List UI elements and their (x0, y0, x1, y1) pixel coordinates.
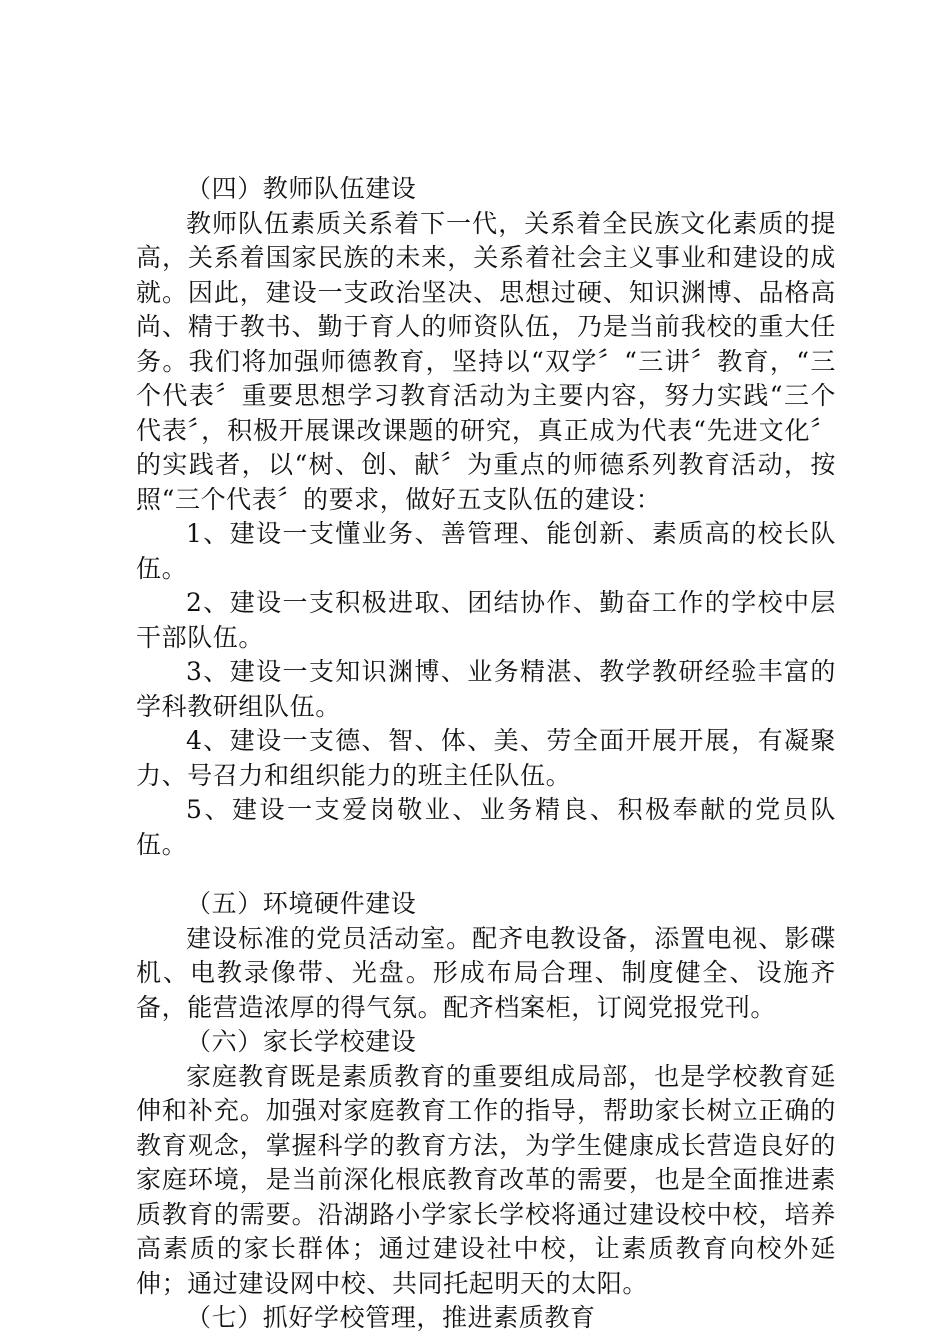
section-4-item-1: 1、建设一支懂业务、善管理、能创新、素质高的校长队伍。 (136, 519, 836, 583)
section-6-heading: （六）家长学校建设 (186, 1027, 417, 1056)
section-4-heading: （四）教师队伍建设 (186, 174, 417, 203)
section-4-paragraph: 教师队伍素质关系着下一代，关系着全民族文化素质的提高，关系着国家民族的未来，关系着社会主义事业和建设的成就。因此，建设一支政治坚决、思想过硬、知识渊博、品格高尚、精于教书、勤于育人的师资队伍，乃是当前我校的重大任务。我们将加强师德教育，坚持以“双学〞“三讲〞教育，“三个代表〞重要思想学习教育活动为主要内容，努力实践“三个代表〞，积极开展课改课题的研究，真正成为代表“先进文化〞的实践者，以“树、创、献〞为重点的师德系列教育活动，按照“三个代表〞的要求，做好五支队伍的建设： (136, 208, 836, 514)
section-4-item-5: 5、建设一支爱岗敬业、业务精良、积极奉献的党员队伍。 (136, 795, 836, 859)
section-4-item-2: 2、建设一支积极进取、团结协作、勤奋工作的学校中层干部队伍。 (136, 588, 836, 652)
section-4-item-4: 4、建设一支德、智、体、美、劳全面开展开展，有凝聚力、号召力和组织能力的班主任队伍。 (136, 726, 836, 790)
section-5-paragraph: 建设标准的党员活动室。配齐电教设备，添置电视、影碟机、电教录像带、光盘。形成布局合理、制度健全、设施齐备，能营造浓厚的得气氛。配齐档案柜，订阅党报党刊。 (136, 923, 836, 1022)
section-4-item-3: 3、建设一支知识渊博、业务精湛、教学教研经验丰富的学科教研组队伍。 (136, 657, 836, 721)
section-7-heading: （七）抓好学校管理，推进素质教育 (186, 1303, 596, 1332)
document-body (136, 172, 836, 1336)
section-5-heading: （五）环境硬件建设 (186, 889, 417, 918)
section-6-paragraph: 家庭教育既是素质教育的重要组成局部，也是学校教育延伸和补充。加强对家庭教育工作的指导，帮助家长树立正确的教育观念，掌握科学的教育方法，为学生健康成长营造良好的家庭环境，是当前深化根底教育改革的需要，也是全面推进素质教育的需要。沿湖路小学家长学校将通过建设校中校，培养高素质的家长群体；通过建设社中校，让素质教育向校外延伸；通过建设网中校、共同托起明天的太阳。 (136, 1061, 836, 1298)
section-spacer (136, 862, 836, 887)
